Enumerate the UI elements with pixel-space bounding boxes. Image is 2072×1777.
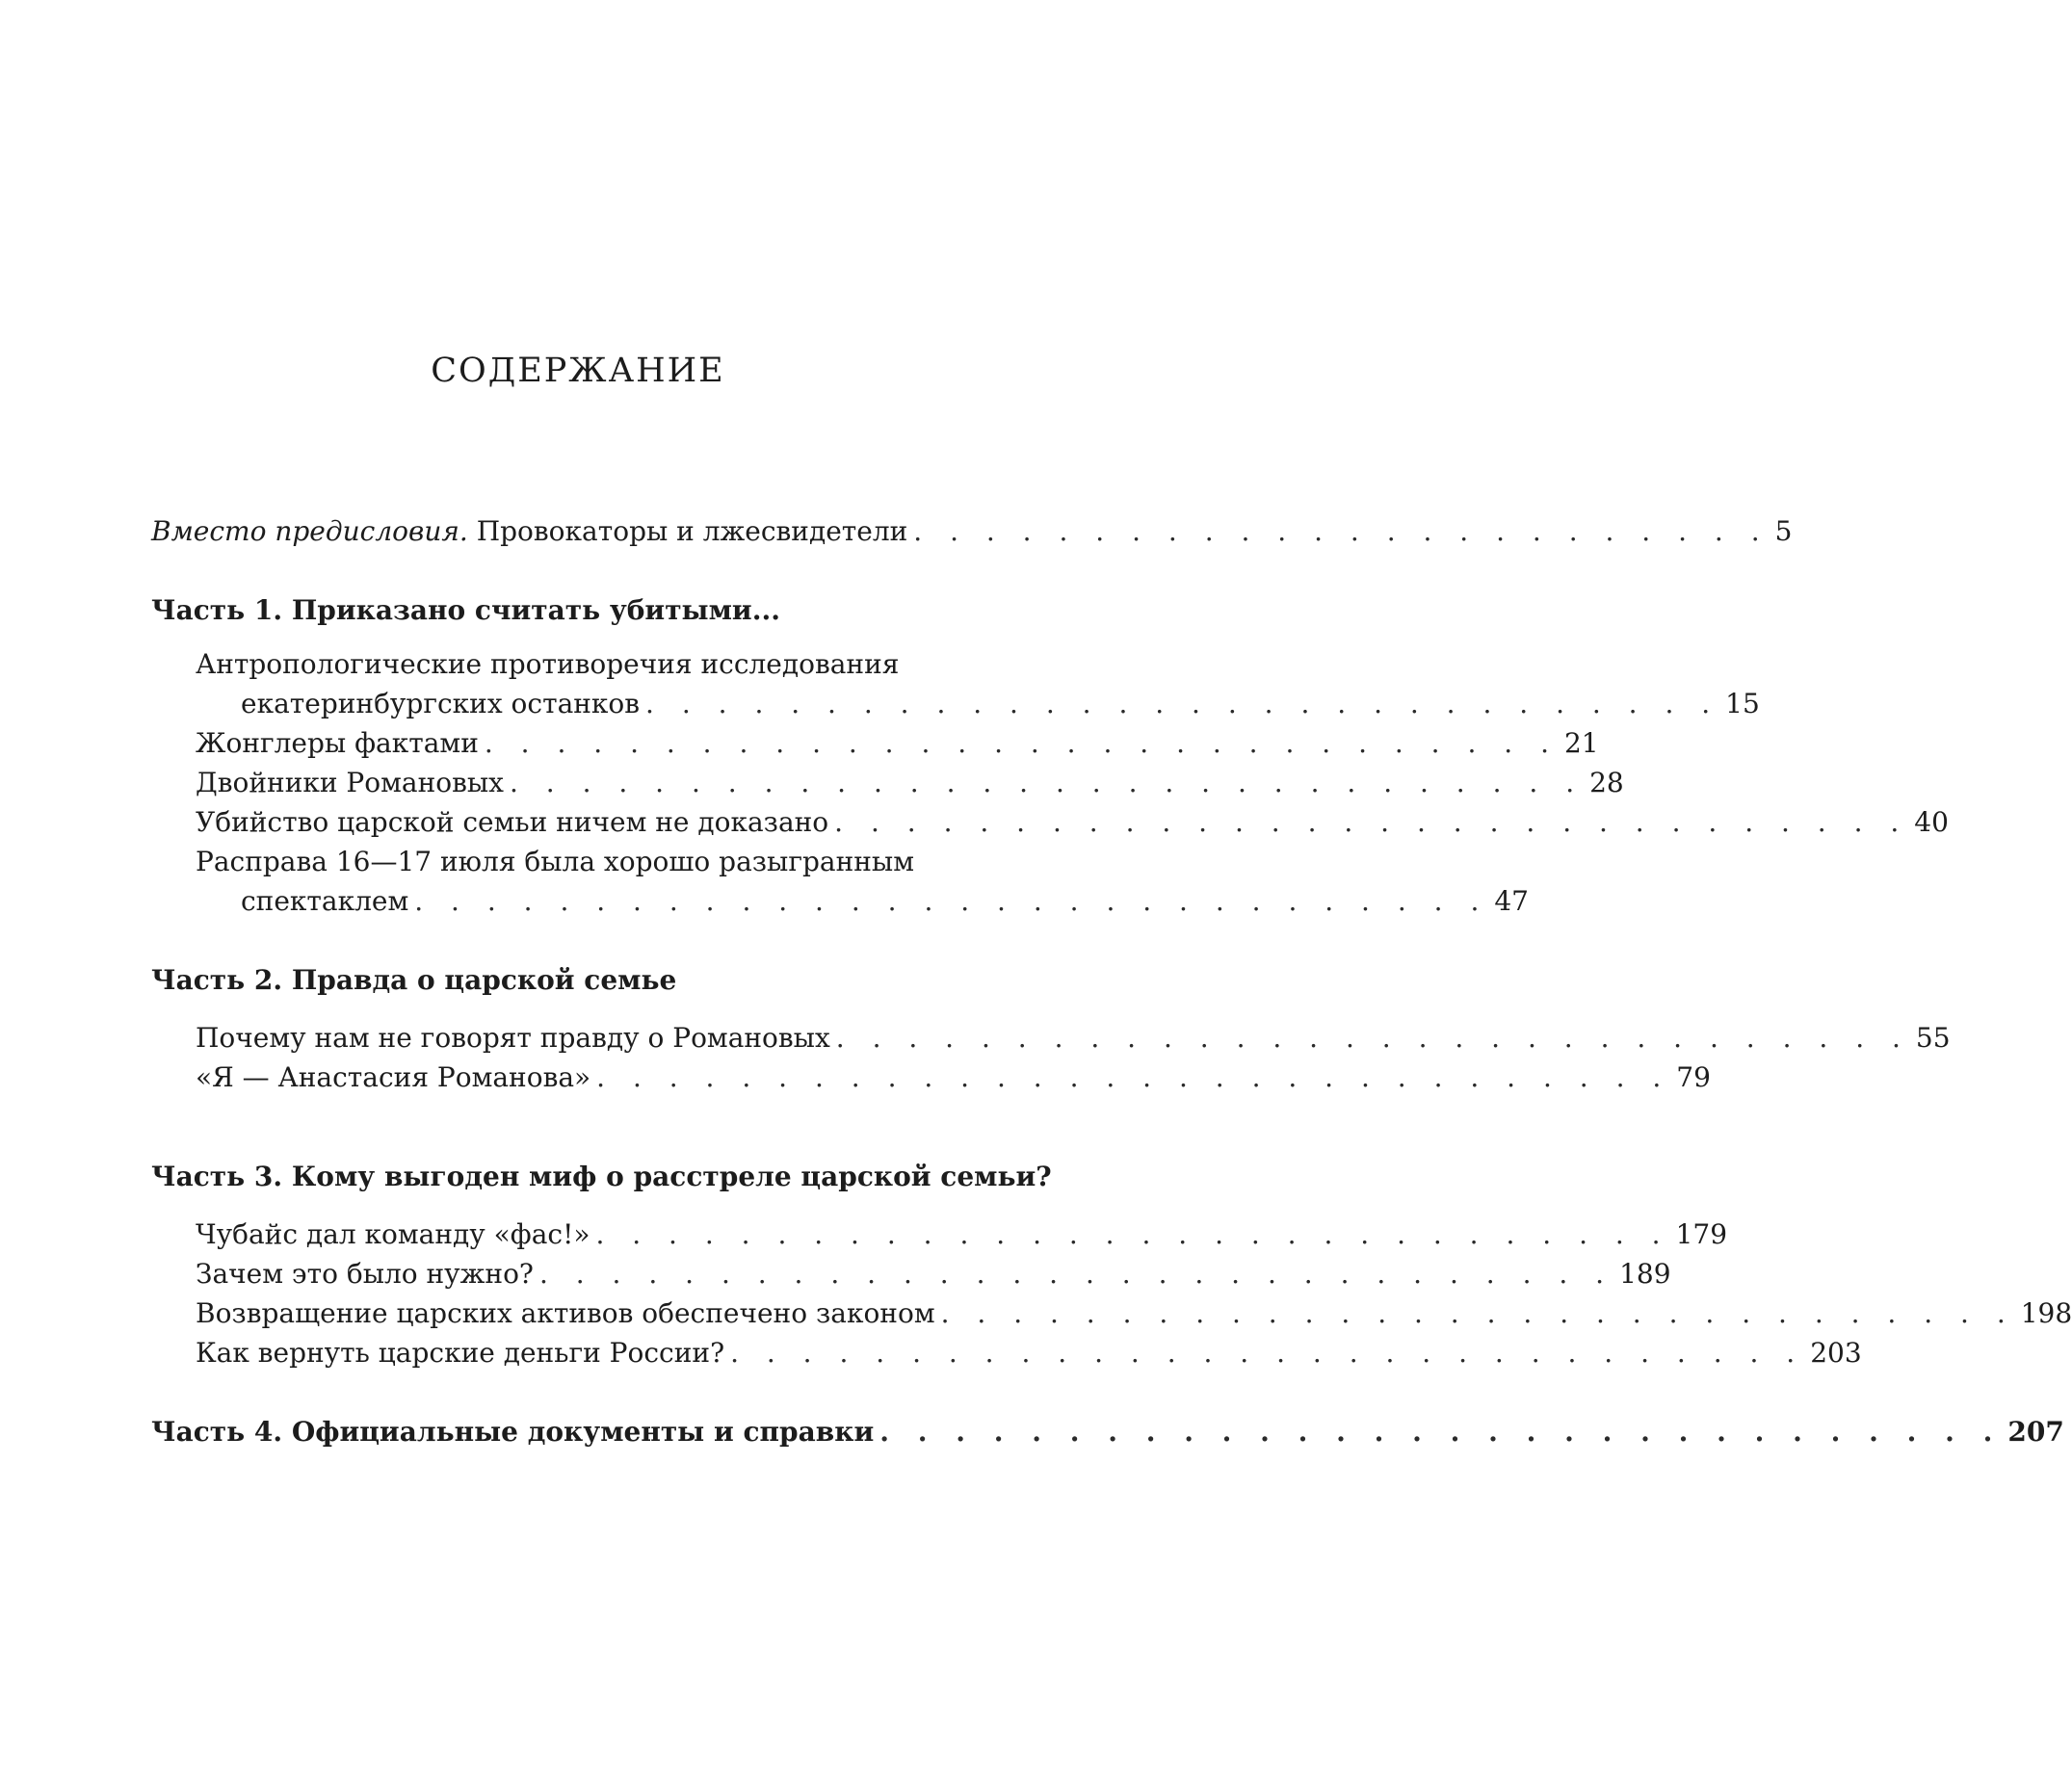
leader-dots: . . . . . . . . . . . . . . . . . . . . . . . . . . . . . . bbox=[834, 806, 1909, 838]
leader-dots: . . . . . . . . . . . . . . . . . . . . . . . . . . . . . . bbox=[835, 1022, 1910, 1054]
part-1-heading[interactable]: Часть 1. Приказано считать убитыми... bbox=[151, 594, 780, 626]
toc-entry-part1-item2[interactable] bbox=[196, 724, 1599, 763]
toc-entry-label: Возвращение царских активов обеспечено законом bbox=[196, 1297, 935, 1329]
part-2-heading[interactable]: Часть 2. Правда о царской семье bbox=[151, 964, 677, 996]
toc-entry-part4[interactable] bbox=[151, 1413, 2064, 1451]
toc-entry-part3-item3[interactable] bbox=[196, 1294, 2072, 1333]
toc-entry-label: Зачем это было нужно? bbox=[196, 1258, 534, 1290]
toc-entry-part3-item4[interactable] bbox=[196, 1334, 1862, 1372]
leader-dots: . . . . . . . . . . . . . . . . . . . . . . . . . . . . . . bbox=[596, 1061, 1671, 1093]
toc-entry-label: Чубайс дал команду «фас!» bbox=[196, 1218, 590, 1250]
leader-dots: . . . . . . . . . . . . . . . . . . . . . . . . . . . . . . bbox=[538, 1258, 1614, 1290]
page-number: 79 bbox=[1676, 1061, 1711, 1093]
page-title: СОДЕРЖАНИЕ bbox=[431, 352, 725, 390]
toc-entry-preface[interactable] bbox=[151, 512, 1793, 551]
toc-entry-part1-item1[interactable] bbox=[241, 685, 1760, 723]
page-number: 55 bbox=[1915, 1022, 1951, 1054]
page-number: 207 bbox=[2007, 1416, 2064, 1448]
leader-dots: . . . . . . . . . . . . . . . . . . . . . . . . . . . . . . bbox=[595, 1218, 1670, 1250]
page-number: 21 bbox=[1563, 727, 1599, 759]
leader-dots: . . . . . . . . . . . . . . . . . . . . . . . . . . . . . . bbox=[940, 1297, 2015, 1329]
toc-entry-label: Убийство царской семьи ничем не доказано bbox=[196, 806, 829, 838]
leader-dots: . . . . . . . . . . . . . . . . . . . . . . . . . . . . . . bbox=[509, 767, 1585, 798]
leader-dots: . . . . . . . . . . . . . . . . . . . . . . . . bbox=[913, 515, 1770, 547]
page-number: 40 bbox=[1914, 806, 1949, 838]
toc-entry-label: спектаклем bbox=[241, 885, 409, 917]
toc-entry-part1-item5[interactable] bbox=[241, 882, 1529, 921]
part-3-heading[interactable]: Часть 3. Кому выгоден миф о расстреле царской семьи? bbox=[151, 1161, 1052, 1192]
toc-entry-part1-item3[interactable] bbox=[196, 764, 1624, 802]
page-number: 179 bbox=[1675, 1218, 1728, 1250]
leader-dots: . . . . . . . . . . . . . . . . . . . . . . . . . . . . . . bbox=[645, 688, 1720, 719]
toc-entry-label: «Я — Анастасия Романова» bbox=[196, 1061, 591, 1093]
toc-entry-label: екатеринбургских останков bbox=[241, 688, 641, 719]
page-number: 15 bbox=[1725, 688, 1760, 719]
page-number: 198 bbox=[2020, 1297, 2072, 1329]
page-number: 28 bbox=[1589, 767, 1624, 798]
toc-entry-part2-item2[interactable] bbox=[196, 1058, 1711, 1097]
toc-entry-part1-item4[interactable] bbox=[196, 803, 1949, 842]
leader-dots: . . . . . . . . . . . . . . . . . . . . . . . . . . . . . . bbox=[730, 1337, 1805, 1369]
part-4-heading: Часть 4. Официальные документы и справки bbox=[151, 1416, 875, 1448]
leader-dots: . . . . . . . . . . . . . . . . . . . . . . . . . . . . . . bbox=[484, 727, 1559, 759]
preface-italic-label: Вместо предисловия. bbox=[151, 515, 468, 547]
toc-entry-label: Почему нам не говорят правду о Романовых bbox=[196, 1022, 830, 1054]
page-number: 203 bbox=[1810, 1337, 1862, 1369]
toc-entry-label: Как вернуть царские деньги России? bbox=[196, 1337, 725, 1369]
toc-entry-part2-item1[interactable] bbox=[196, 1019, 1951, 1058]
page-number: 5 bbox=[1774, 515, 1793, 547]
page-number: 47 bbox=[1494, 885, 1529, 917]
leader-dots: . . . . . . . . . . . . . . . . . . . . . . . . . . . . . . bbox=[414, 885, 1489, 917]
toc-entry-part1-item1-line1[interactable]: Антропологические противоречия исследования bbox=[196, 648, 900, 680]
toc-entry-label: Двойники Романовых bbox=[196, 767, 504, 798]
toc-entry-part3-item2[interactable] bbox=[196, 1255, 1671, 1294]
toc-entry-part1-item5-line1[interactable]: Расправа 16—17 июля была хорошо разыгранным bbox=[196, 846, 914, 877]
toc-entry-label: Жонглеры фактами bbox=[196, 727, 479, 759]
leader-dots: . . . . . . . . . . . . . . . . . . . . . . . . . . . . . . bbox=[879, 1416, 2003, 1448]
preface-title: Провокаторы и лжесвидетели bbox=[476, 515, 908, 547]
toc-entry-part3-item1[interactable] bbox=[196, 1215, 1728, 1254]
page-number: 189 bbox=[1619, 1258, 1671, 1290]
